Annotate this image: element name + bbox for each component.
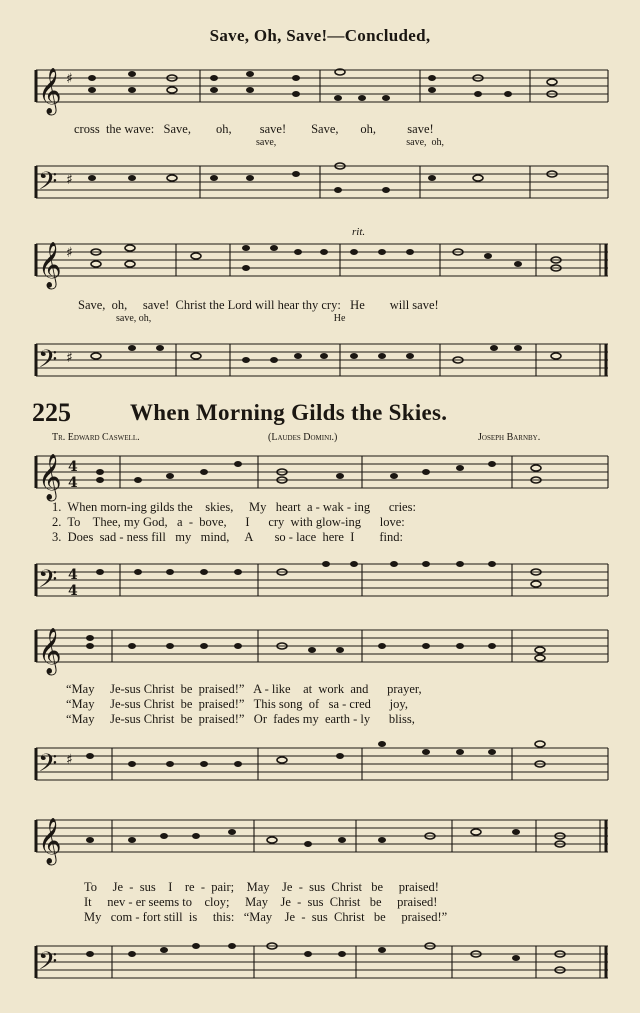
treble-staff-225-2 [0,622,640,678]
verse2-line3: It nev - er seems to cloy; May Je - sus Christ be praised! [84,895,438,909]
verse3-line3: My com - fort still is this: “May Je - sus Christ be praised!” [84,910,448,924]
verse2-line1: 2. To Thee, my God, a - bove, I cry with glow-ing love: [52,515,405,529]
lyric-save-2: Save, oh, save! Christ the Lord will hear thy cry: He will save! [78,298,439,312]
verse1-line1: 1. When morn-ing gilds the skies, My heart a - wak - ing cries: [52,500,416,514]
svg-text:♯: ♯ [66,752,73,768]
page-title: Save, Oh, Save!—Concluded, [209,26,431,45]
treble-staff-225-1 [0,450,640,504]
svg-text:𝄢: 𝄢 [38,345,58,380]
svg-text:4: 4 [68,567,78,583]
svg-text:𝄞: 𝄞 [38,242,62,288]
treble-staff-save-2 [0,236,640,296]
svg-text:𝄢: 𝄢 [38,749,58,784]
svg-text:𝄢: 𝄢 [38,565,58,600]
bass-staff-225-1 [0,556,640,610]
svg-text:4: 4 [68,459,78,475]
svg-text:𝄞: 𝄞 [38,818,62,864]
svg-text:♯: ♯ [66,172,73,188]
hymn-number: 225 [32,398,71,427]
svg-text:𝄞: 𝄞 [38,454,62,500]
verse3-line1: 3. Does sad - ness fill my mind, A so - lace here I find: [52,530,403,544]
translator-credit: Tr. Edward Caswell. [52,432,140,443]
echo-save-1: save, save, oh, [256,137,445,148]
svg-text:4: 4 [68,583,78,599]
svg-text:𝄞: 𝄞 [38,68,62,114]
echo-save-2: save, oh, He [116,313,346,324]
lyric-save-1: cross the wave: Save, oh, save! Save, oh, save! [74,122,434,136]
bass-staff-save-1 [0,156,640,216]
bass-staff-save-2 [0,334,640,394]
svg-text:♯: ♯ [66,245,73,261]
verse1-line2: “May Je-sus Christ be praised!” A - like at work and prayer, [66,682,422,696]
treble-staff-225-3 [0,812,640,868]
treble-staff-save-1 [0,62,640,122]
bass-staff-225-3 [0,936,640,992]
svg-text:𝄢: 𝄢 [38,947,58,982]
hymn-title: When Morning Gilds the Skies. [130,400,448,425]
svg-text:♯: ♯ [66,350,73,366]
svg-text:4: 4 [68,475,78,491]
svg-text:𝄢: 𝄢 [38,167,58,202]
svg-text:♯: ♯ [66,71,73,87]
verse2-line2: “May Je-sus Christ be praised!” This song of sa - cred joy, [66,697,408,711]
verse3-line2: “May Je-sus Christ be praised!” Or fades my earth - ly bliss, [66,712,415,726]
verse1-line3: To Je - sus I re - pair; May Je - sus Christ be praised! [84,880,439,894]
tune-name: (Laudes Domini.) [268,432,338,443]
bass-staff-225-2 [0,740,640,796]
composer-credit: Joseph Barnby. [478,432,541,443]
rit-marking: rit. [352,226,366,238]
svg-text:𝄞: 𝄞 [38,628,62,674]
